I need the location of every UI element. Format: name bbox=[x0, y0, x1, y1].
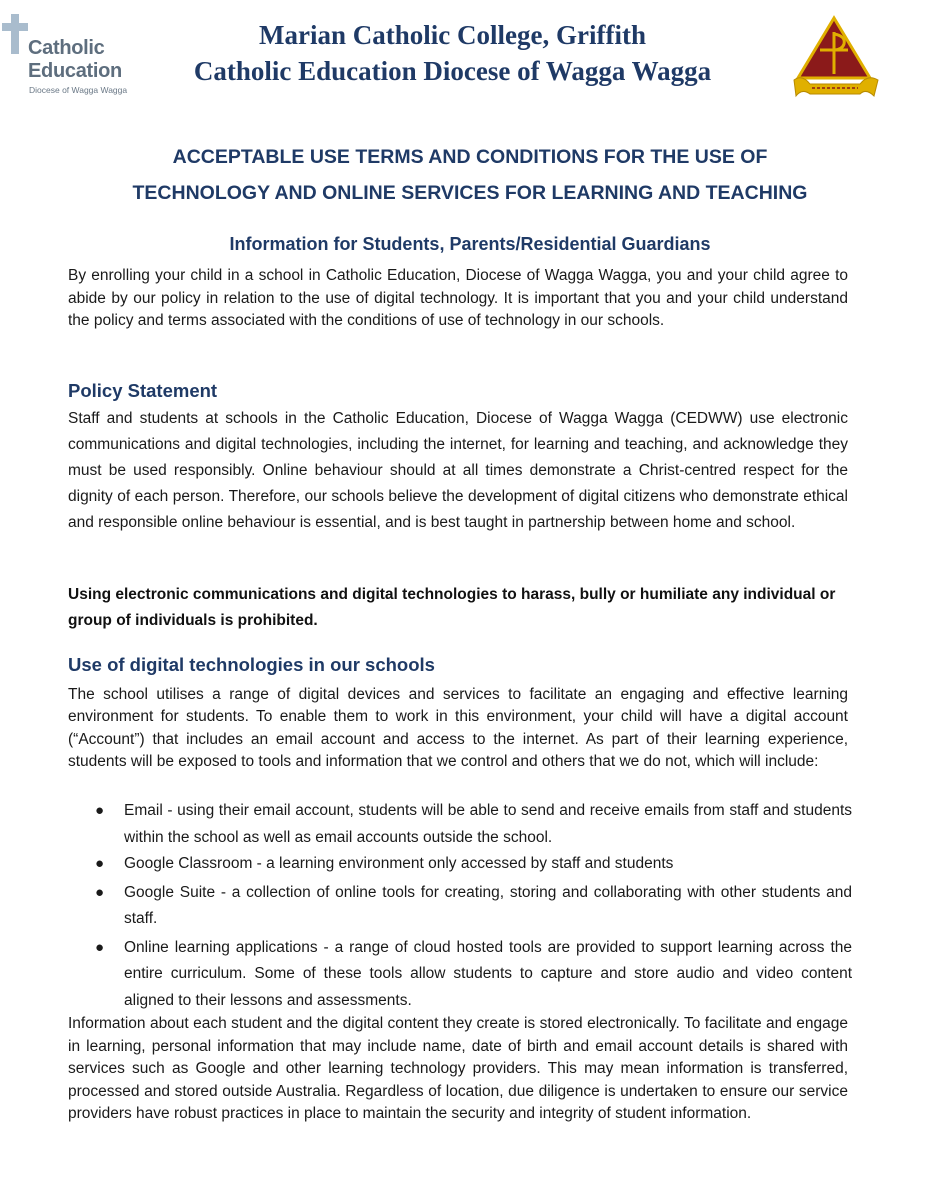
digital-technologies-heading: Use of digital technologies in our schools bbox=[68, 654, 435, 675]
list-item-text: Online learning applications - a range of cloud hosted tools are provided to support learning across the entire curriculum. Some of these tools allow students to capture and store audio and video content aligned to their lessons and assessments. bbox=[124, 938, 852, 1009]
list-item bbox=[92, 798, 852, 851]
bullet-icon: ● bbox=[95, 883, 105, 901]
list-item bbox=[92, 851, 852, 878]
data-storage-paragraph: Information about each student and the digital content they create is stored electronically. To facilitate and engage in learning, personal information that may include name, date of birth and email account details is shared with services such as Google and other learning technology providers. This may mean information is transferred, processed and stored outside Australia. Regardless of location, due diligence is undertaken to ensure our service providers have robust practices in place to maintain the security and integrity of student information. bbox=[68, 1015, 848, 1123]
catholic-education-logo bbox=[0, 14, 150, 100]
list-item-text: Email - using their email account, students will be able to send and receive emails from staff and students within the school as well as email accounts outside the school. bbox=[124, 802, 852, 846]
info-heading: Information for Students, Parents/Residential Guardians bbox=[229, 234, 711, 254]
college-title: Marian Catholic College, Griffith bbox=[259, 20, 646, 50]
prohibition-statement: Using electronic communications and digital technologies to harass, bully or humiliate any individual or group of individuals is prohibited. bbox=[68, 586, 836, 629]
logo-text-catholic: Catholic bbox=[28, 37, 105, 59]
policy-statement-paragraph: Staff and students at schools in the Catholic Education, Diocese of Wagga Wagga (CEDWW) use electronic communications and digital technologies, including the internet, for learning and teaching, and acknowledge they must be used responsibly. Online behaviour should at all times demonstrate a Christ-centred respect for the dignity of each person. Therefore, our schools believe the development of digital citizens who demonstrate ethical and responsible online behaviour is essential, and is best taught in partnership between home and school. bbox=[68, 410, 848, 531]
services-list bbox=[92, 798, 852, 1014]
document-title-line-1: ACCEPTABLE USE TERMS AND CONDITIONS FOR THE USE OF bbox=[172, 146, 768, 168]
logo-text-education: Education bbox=[28, 60, 122, 82]
logo-text-diocese: Diocese of Wagga Wagga bbox=[29, 85, 128, 95]
digital-technologies-paragraph: The school utilises a range of digital devices and services to facilitate an engaging and effective learning environment for students. To enable them to work in this environment, your child will have a digital account (“Account”) that includes an email account and access to the internet. As part of their learning experience, students will be exposed to tools and information that we control and others that we do not, which will include: bbox=[68, 686, 848, 771]
bullet-icon: ● bbox=[95, 802, 105, 819]
list-item-text: Google Classroom - a learning environment only accessed by staff and students bbox=[124, 855, 674, 872]
bullet-icon: ● bbox=[95, 855, 105, 872]
policy-statement-heading: Policy Statement bbox=[68, 380, 218, 401]
bullet-icon: ● bbox=[95, 938, 105, 956]
list-item bbox=[92, 935, 852, 1015]
diocese-title: Catholic Education Diocese of Wagga Wagga bbox=[193, 56, 712, 86]
intro-paragraph: By enrolling your child in a school in Catholic Education, Diocese of Wagga Wagga, you and your child agree to abide by our policy in relation to the use of digital technology. It is important that you and your child understand the policy and terms associated with the conditions of use of technology in our schools. bbox=[68, 267, 848, 330]
school-crest-icon bbox=[790, 14, 886, 110]
document-title-line-2: TECHNOLOGY AND ONLINE SERVICES FOR LEARNING AND TEACHING bbox=[132, 182, 808, 204]
list-item-text: Google Suite - a collection of online tools for creating, storing and collaborating with other students and staff. bbox=[124, 883, 852, 927]
page-header bbox=[0, 0, 933, 110]
list-item bbox=[92, 880, 852, 933]
